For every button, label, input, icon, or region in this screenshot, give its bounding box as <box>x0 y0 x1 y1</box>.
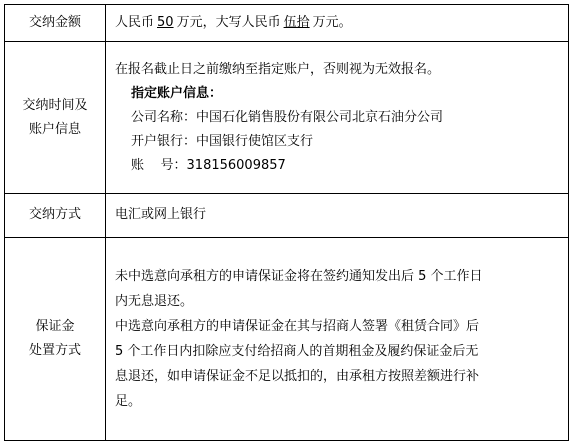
deposit-content <box>106 237 569 440</box>
amount-uppercase: 伍拾 <box>283 15 310 31</box>
amount-number: 50 <box>157 15 174 31</box>
time-account-row <box>5 42 569 194</box>
method-row <box>5 194 569 237</box>
deposit-info-table <box>4 4 569 441</box>
deposit-label <box>5 237 106 440</box>
amount-middle: 万元，大写人民币 <box>176 15 281 31</box>
amount-suffix: 万元。 <box>312 15 352 31</box>
time-account-label-line2: 账户信息 <box>28 121 81 137</box>
amount-value <box>106 5 569 42</box>
time-account-label-line1: 交纳时间及 <box>22 97 88 113</box>
payment-instruction: 在报名截止日之前缴纳至指定账户，否则视为无效报名。 <box>115 61 441 77</box>
deposit-para1-line1: 未中选意向承租方的申请保证金将在签约通知发出后 5 个工作日 <box>115 268 483 284</box>
account-info-heading: 指定账户信息： <box>131 85 223 101</box>
deposit-para1-line2: 内无息退还。 <box>115 293 194 309</box>
method-label: 交纳方式 <box>5 194 106 237</box>
amount-label: 交纳金额 <box>5 5 106 42</box>
time-account-content <box>106 42 569 194</box>
time-account-label <box>5 42 106 194</box>
amount-prefix: 人民币 <box>115 15 155 31</box>
deposit-label-line2: 处置方式 <box>28 342 81 358</box>
method-value: 电汇或网上银行 <box>106 194 569 237</box>
company-name: 公司名称：中国石化销售股份有限公司北京石油分公司 <box>131 109 444 125</box>
deposit-para2-line4: 足。 <box>115 393 142 409</box>
deposit-para2-line1: 中选意向承租方的申请保证金在其与招商人签署《租赁合同》后 <box>115 318 480 334</box>
amount-row <box>5 5 569 42</box>
bank-name: 开户银行：中国银行使馆区支行 <box>131 133 314 149</box>
deposit-para2-line3: 息退还，如申请保证金不足以抵扣的，由承租方按照差额进行补 <box>115 368 480 384</box>
deposit-label-line1: 保证金 <box>35 318 75 334</box>
deposit-row <box>5 237 569 440</box>
deposit-para2-line2: 5 个工作日内扣除应支付给招商人的首期租金及履约保证金后无 <box>115 343 479 359</box>
account-number: 账 号：318156009857 <box>131 157 286 173</box>
